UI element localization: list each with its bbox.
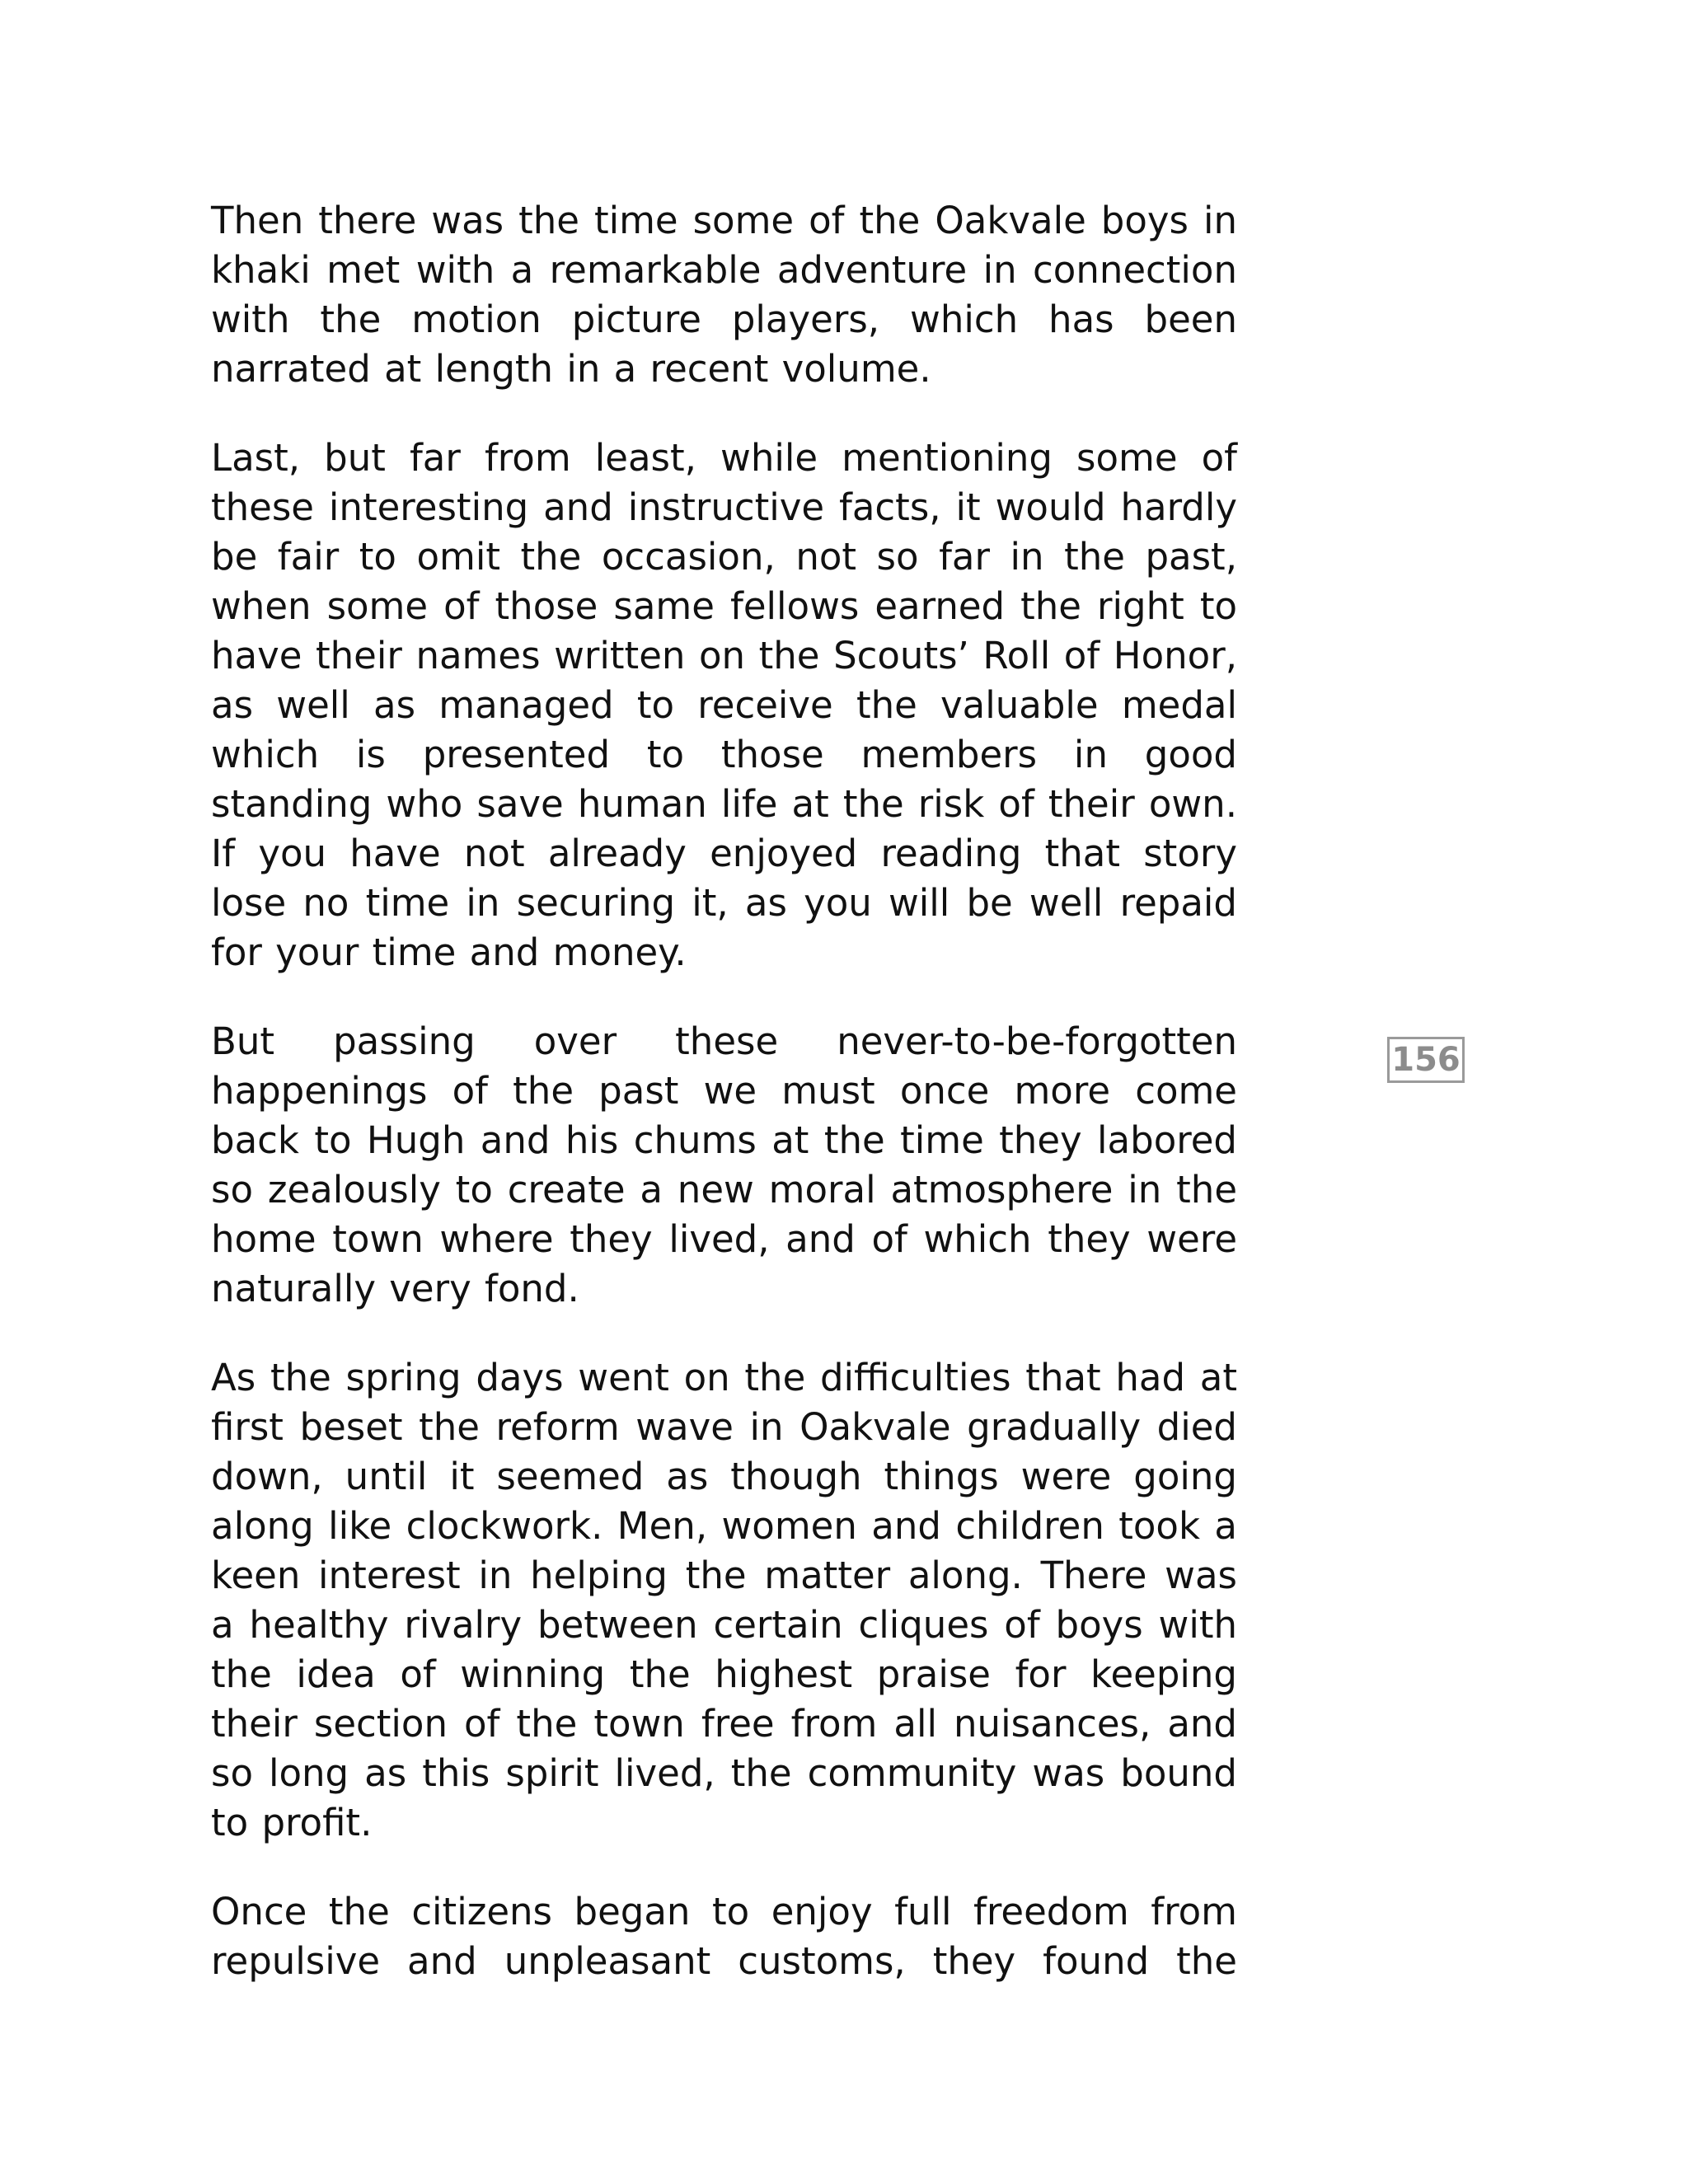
paragraph-3: But passing over these never-to-be-forgotten happenings of the past we must once more come back to Hugh and his chums at the time they labored so zealously to create a new moral atmosphere in the home town where they lived, and of which they were naturally very fond.: [211, 1019, 1237, 1310]
page-number-badge: 156: [1387, 1037, 1465, 1083]
paragraph-2: Last, but far from least, while mentioning some of these interesting and instructive facts, it would hardly be fair to omit the occasion, not so far in the past, when some of those same fellows earned the right to have their names written on the Scouts’ Roll of Honor, as well as managed to receive the valuable medal which is presented to those members in good standing who save human life at the risk of their own. If you have not already enjoyed reading that story lose no time in securing it, as you will be well repaid for your time and money.: [211, 436, 1237, 974]
paragraph-1: Then there was the time some of the Oakvale boys in khaki met with a remarkable adventure in connection with the motion picture players, which has been narrated at length in a recent volume.: [211, 199, 1237, 391]
paragraph-4: As the spring days went on the difficulties that had at first beset the reform wave in Oakvale gradually died down, until it seemed as though things were going along like clockwork. Men, women and children took a keen interest in helping the matter along. There was a healthy rivalry between certain cliques of boys with the idea of winning the highest praise for keeping their section of the town free from all nuisances, and so long as this spirit lived, the community was bound to profit.: [211, 1356, 1237, 1844]
paragraph-5: Once the citizens began to enjoy full freedom from repulsive and unpleasant customs, they found the: [211, 1890, 1237, 1983]
text-column: [211, 196, 1237, 1986]
